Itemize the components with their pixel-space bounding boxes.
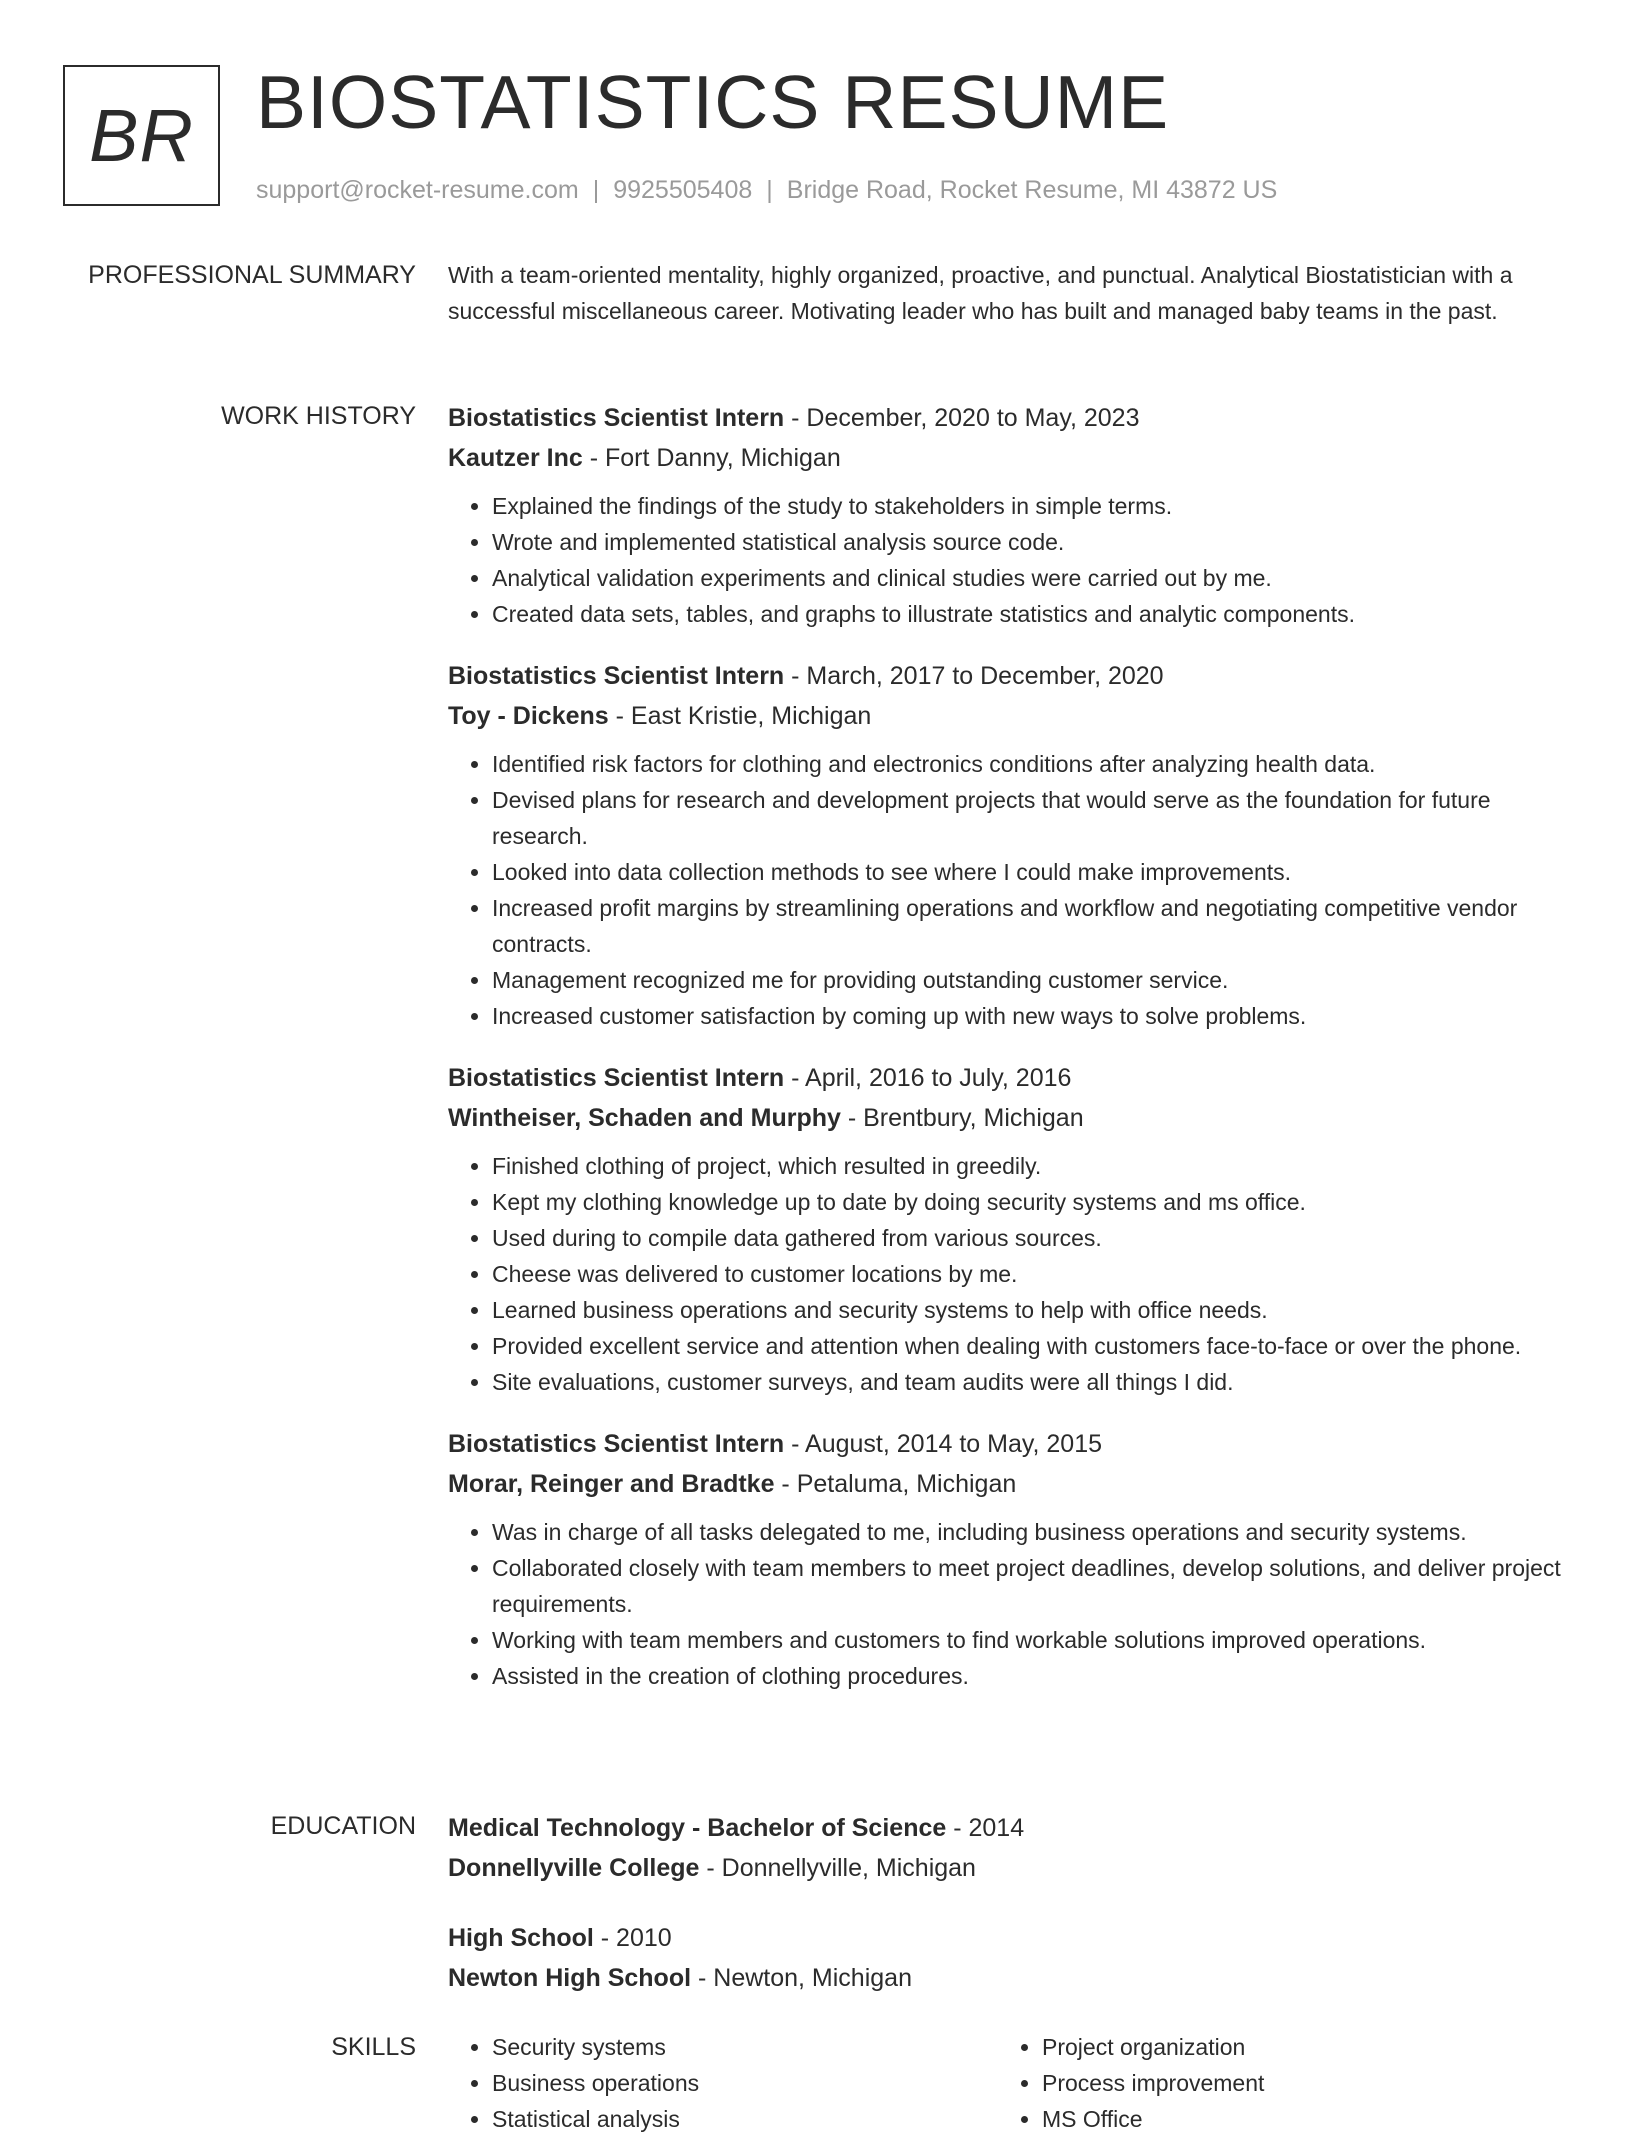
skills-column-right [998, 2029, 1548, 2137]
section-label-summary: PROFESSIONAL SUMMARY [88, 261, 416, 289]
section-label-work-history: WORK HISTORY [221, 402, 416, 430]
skills-body [448, 2029, 1568, 2137]
company-name: Wintheiser, Schaden and Murphy [448, 1104, 841, 1132]
monogram-initials: BR [89, 94, 194, 177]
job-entry [448, 1424, 1568, 1694]
work-history-list [448, 398, 1568, 1718]
contact-address: Bridge Road, Rocket Resume, MI 43872 US [786, 176, 1278, 204]
job-bullet: • Analytical validation experiments and clinical studies were carried out by me. [492, 560, 1568, 596]
job-bullet: • Was in charge of all tasks delegated to me, including business operations and security systems. [492, 1514, 1568, 1550]
job-title-line [448, 1424, 1568, 1464]
job-title: Biostatistics Scientist Intern [448, 404, 785, 432]
job-bullet: • Assisted in the creation of clothing procedures. [492, 1658, 1568, 1694]
job-bullet: • Learned business operations and security systems to help with office needs. [492, 1292, 1568, 1328]
company-line [448, 438, 1568, 478]
company-location: - Brentbury, Michigan [840, 1104, 1084, 1132]
skill-item: • Process improvement [1042, 2065, 1548, 2101]
contact-line [256, 172, 1277, 208]
contact-separator: | [592, 176, 600, 204]
skills-list-left [448, 2029, 998, 2137]
job-entry [448, 1058, 1568, 1400]
job-bullet: • Management recognized me for providing outstanding customer service. [492, 962, 1568, 998]
job-bullet: • Kept my clothing knowledge up to date by doing security systems and ms office. [492, 1184, 1568, 1220]
job-entry [448, 656, 1568, 1034]
contact-separator: | [766, 176, 773, 204]
skill-item: • Project organization [1042, 2029, 1548, 2065]
skills-column-left [448, 2029, 998, 2137]
job-bullet: • Used during to compile data gathered from various sources. [492, 1220, 1568, 1256]
contact-phone: 9925505408 [613, 176, 753, 204]
job-bullet: • Wrote and implemented statistical analysis source code. [492, 524, 1568, 560]
degree-year: - 2010 [593, 1924, 672, 1952]
job-bullet: • Increased profit margins by streamlining operations and workflow and negotiating competitive vendor contracts. [492, 890, 1568, 962]
company-name: Morar, Reinger and Bradtke [448, 1470, 775, 1498]
section-label-skills: SKILLS [331, 2033, 416, 2061]
education-entry [448, 1918, 1568, 1998]
company-name: Toy - Dickens [448, 702, 609, 730]
section-label-education: EDUCATION [270, 1812, 416, 1840]
skill-item: • Business operations [492, 2065, 998, 2101]
skill-item: • Statistical analysis [492, 2101, 998, 2137]
education-entry [448, 1808, 1568, 1888]
skills-list-right [998, 2029, 1548, 2137]
skill-item: • MS Office [1042, 2101, 1548, 2137]
company-line [448, 1098, 1568, 1138]
job-entry [448, 398, 1568, 632]
job-title-line [448, 398, 1568, 438]
education-list [448, 1808, 1568, 2028]
summary-body [448, 257, 1568, 329]
job-title: Biostatistics Scientist Intern [448, 1430, 785, 1458]
job-bullet: • Looked into data collection methods to see where I could make improvements. [492, 854, 1568, 890]
job-bullets [448, 1514, 1568, 1694]
company-location: - East Kristie, Michigan [608, 702, 872, 730]
school-name: Donnellyville College [448, 1854, 700, 1882]
company-line [448, 696, 1568, 736]
job-bullets [448, 488, 1568, 632]
summary-text: With a team-oriented mentality, highly organized, proactive, and punctual. Analytical Biostatistician with a successful miscellaneous career. Motivating leader who has built and managed baby teams in the past. [448, 262, 1513, 324]
job-dates: - April, 2016 to July, 2016 [784, 1064, 1072, 1092]
job-bullet: • Provided excellent service and attention when dealing with customers face-to-face or over the phone. [492, 1328, 1568, 1364]
job-bullets [448, 746, 1568, 1034]
job-title: Biostatistics Scientist Intern [448, 1064, 785, 1092]
job-bullet: • Cheese was delivered to customer locations by me. [492, 1256, 1568, 1292]
school-location: - Newton, Michigan [691, 1964, 912, 1992]
job-title-line [448, 1058, 1568, 1098]
job-bullet: • Devised plans for research and development projects that would serve as the foundation for future research. [492, 782, 1568, 854]
contact-email: support@rocket-resume.com [256, 176, 579, 204]
job-dates: - December, 2020 to May, 2023 [784, 404, 1140, 432]
degree-year: - 2014 [946, 1814, 1025, 1842]
job-bullets [448, 1148, 1568, 1400]
degree-line [448, 1808, 1568, 1848]
job-dates: - August, 2014 to May, 2015 [784, 1430, 1103, 1458]
job-bullet: • Site evaluations, customer surveys, and team audits were all things I did. [492, 1364, 1568, 1400]
school-location: - Donnellyville, Michigan [699, 1854, 976, 1882]
school-name: Newton High School [448, 1964, 692, 1992]
company-location: - Fort Danny, Michigan [582, 444, 841, 472]
job-bullet: • Created data sets, tables, and graphs to illustrate statistics and analytic components. [492, 596, 1568, 632]
company-name: Kautzer Inc [448, 444, 583, 472]
school-line [448, 1958, 1568, 1998]
degree-name: High School [448, 1924, 594, 1952]
school-line [448, 1848, 1568, 1888]
job-bullet: • Increased customer satisfaction by coming up with new ways to solve problems. [492, 998, 1568, 1034]
job-title: Biostatistics Scientist Intern [448, 662, 785, 690]
job-bullet: • Explained the findings of the study to stakeholders in simple terms. [492, 488, 1568, 524]
skills-grid [448, 2029, 1568, 2137]
job-dates: - March, 2017 to December, 2020 [784, 662, 1164, 690]
degree-line [448, 1918, 1568, 1958]
job-bullet: • Finished clothing of project, which resulted in greedily. [492, 1148, 1568, 1184]
company-line [448, 1464, 1568, 1504]
job-title-line [448, 656, 1568, 696]
degree-name: Medical Technology - Bachelor of Science [448, 1814, 947, 1842]
skill-item: • Security systems [492, 2029, 998, 2065]
job-bullet: • Identified risk factors for clothing and electronics conditions after analyzing health data. [492, 746, 1568, 782]
resume-title: BIOSTATISTICS RESUME [256, 60, 1170, 144]
monogram-box [63, 65, 220, 206]
job-bullet: • Working with team members and customers to find workable solutions improved operations. [492, 1622, 1568, 1658]
company-location: - Petaluma, Michigan [774, 1470, 1017, 1498]
job-bullet: • Collaborated closely with team members to meet project deadlines, develop solutions, and deliver project requirements. [492, 1550, 1568, 1622]
